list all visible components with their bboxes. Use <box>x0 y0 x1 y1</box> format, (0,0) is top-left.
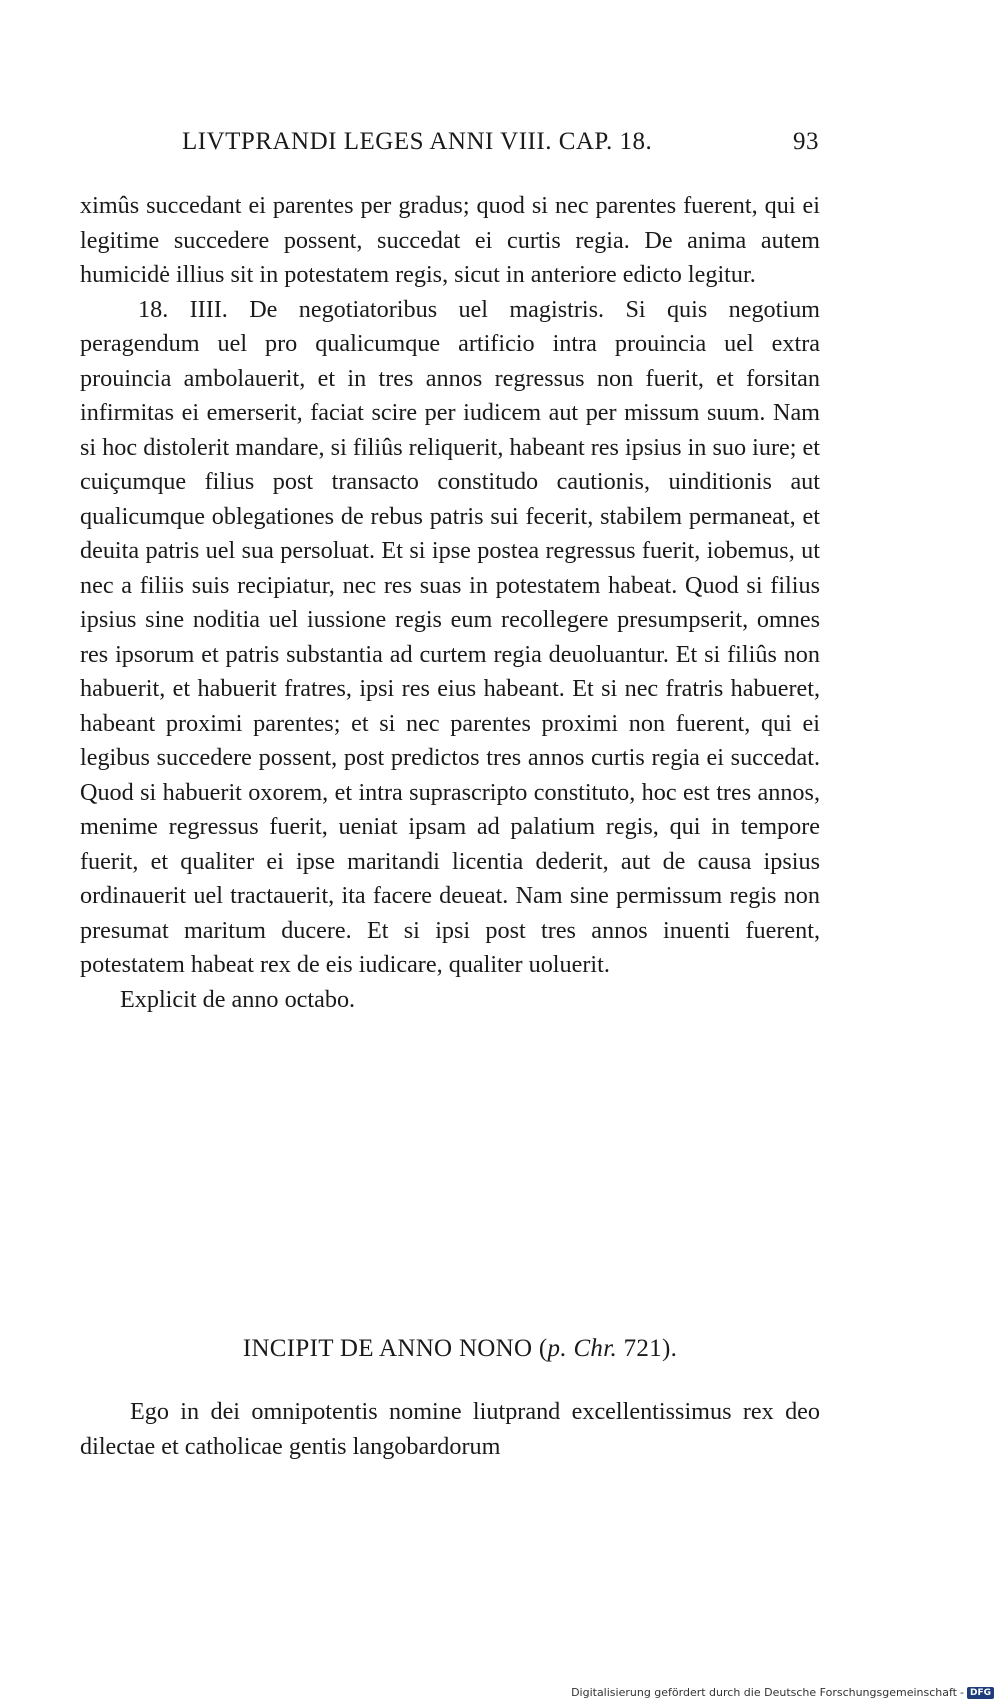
footer-credit: Digitalisierung gefördert durch die Deutsche Forschungsgemeinschaft - DFG <box>571 1686 994 1699</box>
paragraph-continuation: ximûs succedant ei parentes per gradus; quod si nec parentes fuerent, qui ei legitime succedere possent, succedat ei curtis regia. De anima autem humicidė illius sit in potestatem regis, sicut in anteriore edicto legitur. <box>80 192 820 288</box>
incipit-text <box>80 1395 820 1464</box>
footer-credit-text: Digitalisierung gefördert durch die Deutsche Forschungsgemeinschaft <box>571 1686 957 1699</box>
dfg-logo-icon: DFG <box>967 1687 994 1699</box>
section-heading-italic: p. Chr. <box>547 1335 618 1362</box>
section-heading <box>80 1335 830 1363</box>
section-heading-text: INCIPIT DE ANNO NONO ( <box>242 1335 548 1362</box>
page-number: 93 <box>793 128 819 155</box>
paragraph-chapter-18: 18. IIII. De negotiatoribus uel magistris. Si quis negotium peragendum uel pro qualicumque artificio intra prouincia uel extra prouincia ambolauerit, et in tres annos regressus non fuerit, et forsitan infirmitas ei emerserit, faciat scire per iudicem aut per missum suum. Nam si hoc distolerit mandare, si filiûs reliquerit, habeant res ipsius in suo iure; et cuiçumque filius post transacto constitudo cautionis, uinditionis aut qualicumque oblegationes de rebus patris sui fecerit, stabilem permaneat, et deuita patris uel sua persoluat. Et si ipse postea regressus fuerit, iobemus, ut nec a filiis suis recipiatur, nec res suas in potestatem habeat. Quod si filius ipsius sine noditia uel iussione regis eum recollegere presumpserit, omnes res ipsorum et patris substantia ad curtem regia deuoluantur. Et si filiûs non habuerit, et habuerit fratres, ipsi res eius habeant. Et si nec fratris habueret, habeant proximi parentes; et si nec parentes proximi non fuerent, qui ei legibus succedere possent, post predictos tres annos curtis regia ei succedat. Quod si habuerit oxorem, et intra suprascripto constituto, hoc est tres annos, menime regressus fuerit, ueniat ipsam ad palatium regis, qui in tempore fuerit, et qualiter ei ipse maritandi licentia dederit, aut de causa ipsius ordinauerit uel tractauerit, ita facere deueat. Nam sine permissum regis non presumat maritum ducere. Et si ipsi post tres annos inuenti fuerent, potestatem habeat rex de eis iudicare, qualiter uoluerit. <box>80 295 820 978</box>
section-heading-year: 721). <box>617 1335 678 1362</box>
body-text <box>80 189 820 1017</box>
explicit-line: Explicit de anno octabo. <box>120 985 356 1013</box>
incipit-paragraph: Ego in dei omnipotentis nomine liutprand excellentissimus rex deo dilectae et catholicae gentis langobardorum <box>80 1398 820 1460</box>
running-title: LIVTPRANDI LEGES ANNI VIII. CAP. 18. <box>182 128 653 155</box>
